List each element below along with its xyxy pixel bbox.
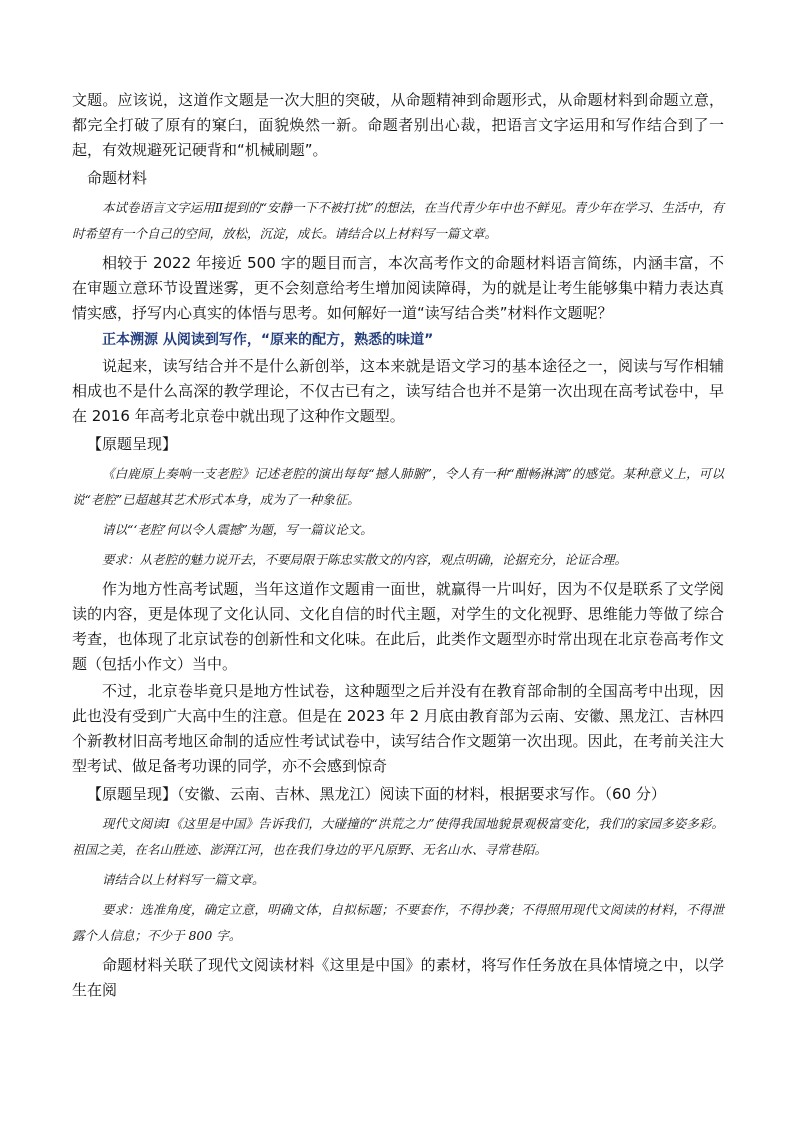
- question-prompt-2: 请结合以上材料写一篇文章。: [102, 872, 265, 887]
- paragraph-closing: 命题材料关联了现代文阅读材料《这里是中国》的素材，将写作任务放在具体情境之中，以学生在阅: [72, 956, 724, 999]
- label-original-question-2: 【原题呈现】（安徽、云南、吉林、黑龙江）阅读下面的材料，根据要求写作。（60 分）: [87, 785, 666, 803]
- paragraph-origin: 说起来，读写结合并不是什么新创举，这本来就是语文学习的基本途径之一，阅读与写作相辅相成也不是什么高深的教学理论，不仅古已有之，读写结合也并不是第一次出现在高考试卷中，早在 2016 年高考北京卷中就出现了这种作文题型。: [72, 357, 724, 425]
- question-requirements-2: 要求：选准角度，确定立意，明确文体，自拟标题；不要套作，不得抄袭；不得照用现代文阅读的材料，不得泄露个人信息；不少于 800 字。: [72, 902, 724, 943]
- material-quote-1: 本试卷语言文字运用Ⅱ提到的“安静一下不被打扰”的想法，在当代青少年中也不鲜见。青少年在学习、生活中，有时希望有一个自己的空间，放松，沉淀，成长。请结合以上材料写一篇文章。: [72, 200, 724, 241]
- label-original-question-1: 【原题呈现】: [87, 435, 178, 453]
- paragraph-analysis: 作为地方性高考试题，当年这道作文题甫一面世，就赢得一片叫好，因为不仅是联系了文学阅读的内容，更是体现了文化认同、文化自信的时代主题，对学生的文化视野、思维能力等做了综合考查，也体现了北京试卷的创新性和文化味。在此后，此类作文题型亦时常出现在北京卷高考作文题（包括小作文）当中。: [72, 580, 724, 673]
- question-requirements-1: 要求：从老腔的魅力说开去，不要局限于陈忠实散文的内容，观点明确，论据充分，论证合理。: [102, 552, 628, 567]
- paragraph-intro: 文题。应该说，这道作文题是一次大胆的突破，从命题精神到命题形式，从命题材料到命题立意，都完全打破了原有的窠臼，面貌焕然一新。命题者别出心裁，把语言文字运用和写作结合到了一起，有效规避死记硬背和“机械刷题”。: [72, 91, 724, 159]
- label-material: 命题材料: [87, 169, 148, 187]
- paragraph-comparison: 相较于 2022 年接近 500 字的题目而言，本次高考作文的命题材料语言简练，内涵丰富，不在审题立意环节设置迷雾，更不会刻意给考生增加阅读障碍，为的就是让考生能够集中精力表达真情实感，抒写内心真实的体悟与思考。如何解好一道“读写结合类”材料作文题呢？: [72, 254, 724, 322]
- document-page: [72, 88, 724, 1005]
- paragraph-history: 不过，北京卷毕竟只是地方性试卷，这种题型之后并没有在教育部命制的全国高考中出现，因此也没有受到广大高中生的注意。但是在 2023 年 2 月底由教育部为云南、安徽、黑龙江、吉林四个新教材旧高考地区命制的适应性考试试卷中，读写结合作文题第一次出现。因此，在考前关注大型考试、做足备考功课的同学，亦不会感到惊奇: [72, 682, 724, 775]
- question-material-2: 现代文阅读Ⅰ《这里是中国》告诉我们，大碰撞的“洪荒之力”使得我国地貌景观极富变化，我们的家园多姿多彩。祖国之美，在名山胜迹、澎湃江河，也在我们身边的平凡原野、无名山水、寻常巷陌。: [72, 816, 724, 857]
- question-material-1: 《白鹿原上奏响一支老腔》记述老腔的演出每每“撼人肺腑”，令人有一种“酣畅淋漓”的感觉。某种意义上，可以说“老腔”已超越其艺术形式本身，成为了一种象征。: [72, 466, 724, 507]
- question-prompt-1: 请以“‘老腔’何以令人震撼”为题，写一篇议论文。: [102, 522, 373, 537]
- section-heading: 正本溯源 从阅读到写作，“原来的配方，熟悉的味道”: [102, 332, 434, 348]
